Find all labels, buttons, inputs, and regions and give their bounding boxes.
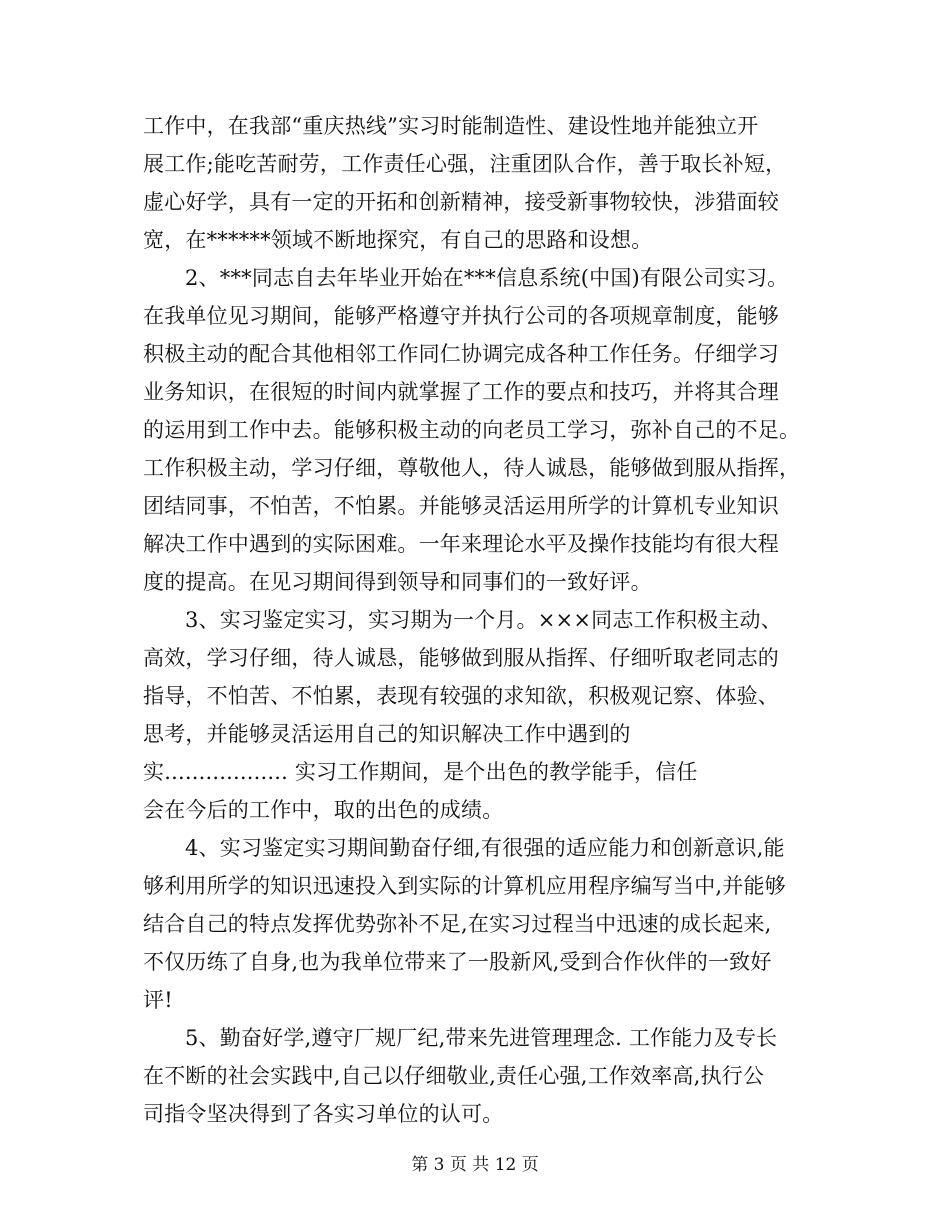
paragraph-4-start: 4、实习鉴定实习期间勤奋仔细,有很强的适应能力和创新意识,能 [185, 836, 785, 860]
text-line: 的运用到工作中去。能够积极主动的向老员工学习，弥补自己的不足。 [143, 418, 801, 442]
text-line: 思考，并能够灵活运用自己的知识解决工作中遇到的 [143, 722, 631, 746]
text-line: 在不断的社会实践中,自己以仔细敬业,责任心强,工作效率高,执行公 [143, 1064, 765, 1088]
text-line: 度的提高。在见习期间得到领导和同事们的一致好评。 [143, 570, 652, 594]
text-line: 积极主动的配合其他相邻工作同仁协调完成各种工作任务。仔细学习 [143, 342, 779, 366]
paragraph-5-start: 5、勤奋好学,遵守厂规厂纪,带来先进管理理念. 工作能力及专长 [185, 1026, 778, 1050]
page-number-footer: 第 3 页 共 12 页 [411, 1155, 539, 1175]
text-line: 高效，学习仔细，待人诚恳，能够做到服从指挥、仔细听取老同志的 [143, 646, 779, 670]
text-line: 指导，不怕苦、不怕累，表现有较强的求知欲，积极观记察、体验、 [143, 684, 779, 708]
text-line: 工作中，在我部“重庆热线”实习时能制造性、建设性地并能独立开 [143, 114, 759, 138]
text-line: 实.................. 实习工作期间，是个出色的教学能手，信任 [143, 760, 698, 784]
text-line: 在我单位见习期间，能够严格遵守并执行公司的各项规章制度，能够 [143, 304, 779, 328]
text-line: 结合自己的特点发挥优势弥补不足,在实习过程当中迅速的成长起来, [143, 912, 772, 936]
paragraph-3-start: 3、实习鉴定实习，实习期为一个月。×××同志工作积极主动、 [185, 608, 782, 632]
text-line: 虚心好学，具有一定的开拓和创新精神，接受新事物较快，涉猎面较 [143, 190, 779, 214]
text-line: 展工作;能吃苦耐劳，工作责任心强，注重团队合作，善于取长补短， [143, 152, 787, 176]
text-line: 业务知识，在很短的时间内就掌握了工作的要点和技巧，并将其合理 [143, 380, 779, 404]
text-line: 司指令坚决得到了各实习单位的认可。 [143, 1102, 504, 1126]
text-line: 团结同事，不怕苦，不怕累。并能够灵活运用所学的计算机专业知识 [143, 494, 779, 518]
text-line: 不仅历练了自身,也为我单位带来了一股新风,受到合作伙伴的一致好 [143, 950, 772, 974]
text-line: 会在今后的工作中，取的出色的成绩。 [143, 798, 504, 822]
text-line: 工作积极主动，学习仔细，尊敬他人，待人诚恳，能够做到服从指挥， [143, 456, 801, 480]
text-line: 评! [143, 988, 173, 1012]
text-line: 解决工作中遇到的实际困难。一年来理论水平及操作技能均有很大程 [143, 532, 779, 556]
paragraph-2-start: 2、***同志自去年毕业开始在***信息系统(中国)有限公司实习。 [185, 266, 789, 290]
text-line: 宽，在******领域不断地探究，有自己的思路和设想。 [143, 228, 653, 252]
text-line: 够利用所学的知识迅速投入到实际的计算机应用程序编写当中,并能够 [143, 874, 786, 898]
